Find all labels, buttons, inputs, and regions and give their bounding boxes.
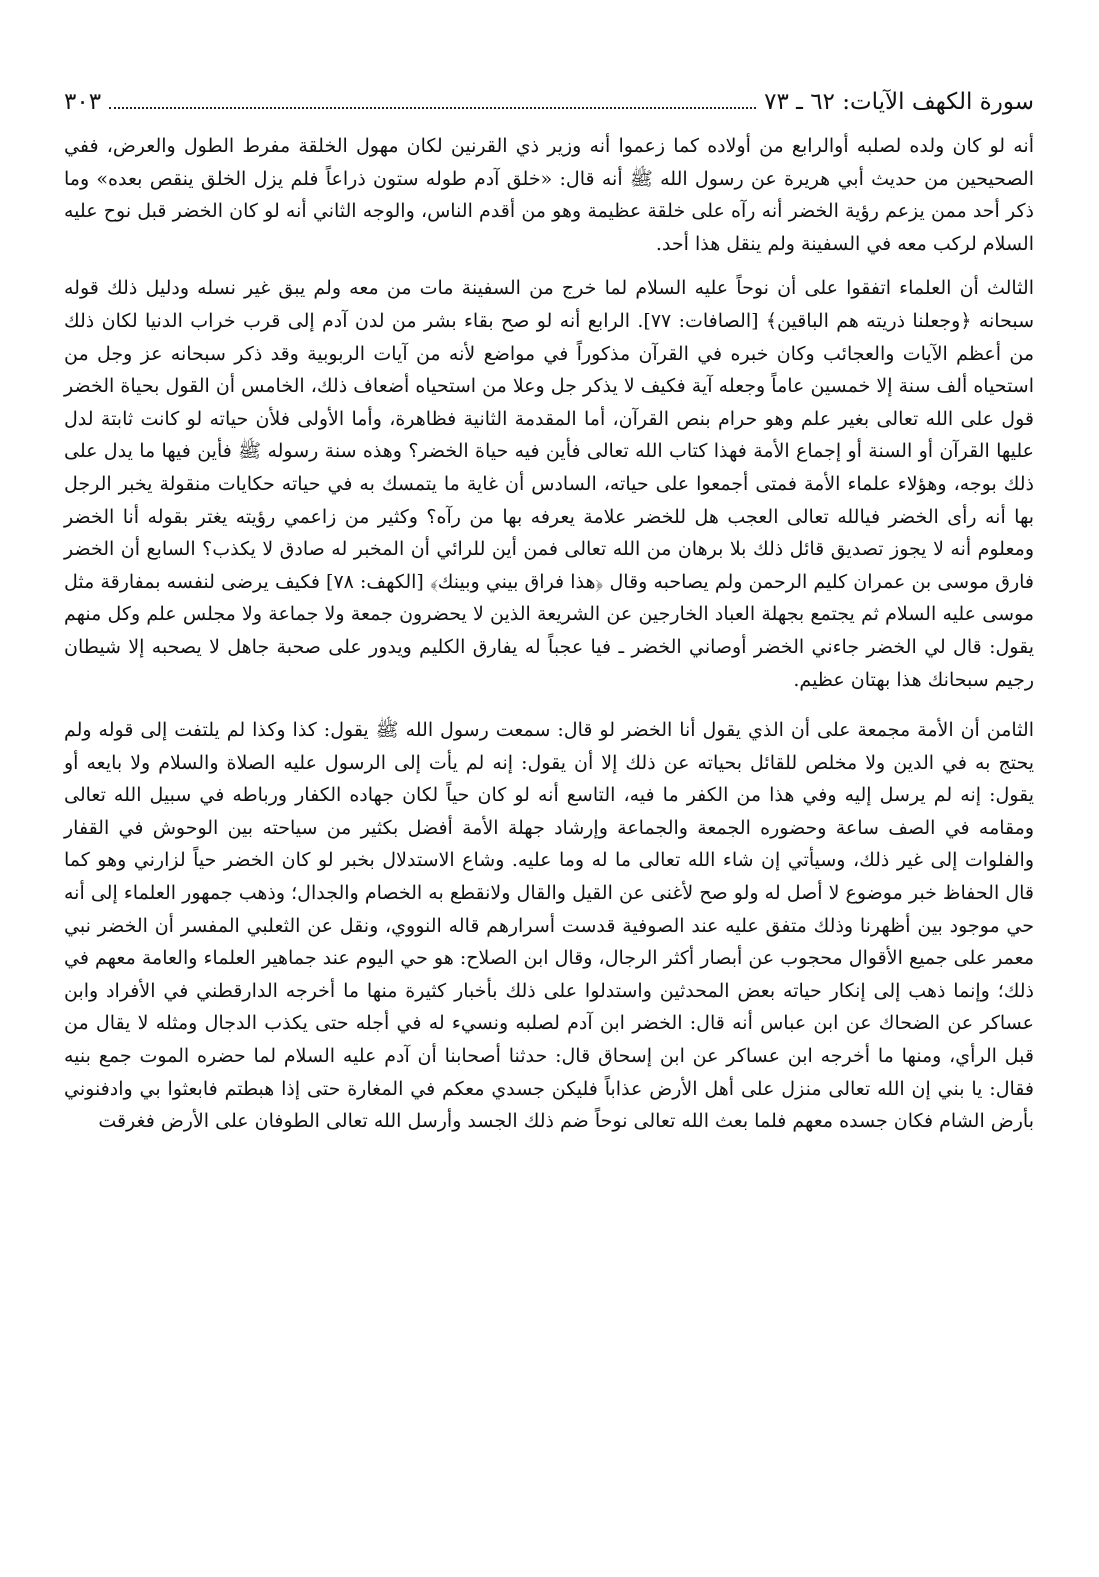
paragraph: الثالث أن العلماء اتفقوا على أن نوحاً عليه السلام لما خرج من السفينة مات من معه ولم يبق غير نسله ودليل ذلك قوله سبحانه ﴿وجعلنا ذريته هم الباقين﴾ [الصافات: ٧٧]. الرابع أنه لو صح بقاء بشر من لدن آدم إلى قرب خراب الدنيا لكان ذلك من أعظم الآيات والعجائب وكان خبره في القرآن مذكوراً في مواضع لأنه من آيات الربوبية وقد ذكر سبحانه عز وجل من استحياه ألف سنة إلا خمسين عاماً وجعله آية فكيف لا يذكر جل وعلا من استحياه أضعاف ذلك، الخامس أن القول بحياة الخضر قول على الله تعالى بغير علم وهو حرام بنص القرآن، أما المقدمة الثانية فظاهرة، وأما الأولى فلأن حياته لو كانت ثابتة لدل عليها القرآن أو السنة أو إجماع الأمة فهذا كتاب الله تعالى فأين فيه حياة الخضر؟ وهذه سنة رسوله ﷺ فأين فيها ما يدل على ذلك بوجه، وهؤلاء علماء الأمة فمتى أجمعوا على حياته، السادس أن غاية ما يتمسك به في حياته حكايات منقولة يخبر الرجل بها أنه رأى الخضر فيالله تعالى العجب هل للخضر علامة يعرفه بها من رآه؟ وكثير من زاعمي رؤيته يغتر بقوله أنا الخضر ومعلوم أنه لا يجوز تصديق قائل ذلك بلا برهان من الله تعالى فمن أين للرائي أن المخبر له صادق لا يكذب؟ السابع أن الخضر فارق موسى بن عمران كليم الرحمن ولم يصاحبه وقال ﴿هذا فراق بيني وبينك﴾ [الكهف: ٧٨] فكيف يرضى لنفسه بمفارقة مثل موسى عليه السلام ثم يجتمع بجهلة العباد الخارجين عن الشريعة الذين لا يحضرون جمعة ولا جماعة ولا مجلس علم وكل منهم يقول: قال لي الخضر جاءني الخضر أوصاني الخضر ـ فيا عجباً له يفارق الكليم ويدور على صحبة جاهل لا يصحبه إلا شيطان رجيم سبحانك هذا بهتان عظيم. bbox=[64, 277, 1034, 691]
chapter-title: سورة الكهف الآيات: ٦٢ ـ ٧٣ bbox=[764, 89, 1034, 115]
dotted-leader bbox=[109, 107, 756, 109]
page-number: ٣٠٣ bbox=[64, 89, 102, 115]
paragraph: الثامن أن الأمة مجمعة على أن الذي يقول أنا الخضر لو قال: سمعت رسول الله ﷺ يقول: كذا وكذا لم يلتفت إلى قوله ولم يحتج به في الدين ولا مخلص للقائل بحياته عن ذلك إلا أن يقول: إنه لم يأت إلى الرسول عليه الصلاة والسلام ولا بايعه أو يقول: إنه لم يرسل إليه وفي هذا من الكفر ما فيه، التاسع أنه لو كان حياً لكان جهاده الكفار ورباطه في سبيل الله تعالى ومقامه في الصف ساعة وحضوره الجمعة والجماعة وإرشاد جهلة الأمة أفضل بكثير من سياحته بين الوحوش في القفار والفلوات إلى غير ذلك، وسيأتي إن شاء الله تعالى ما له وما عليه. وشاع الاستدلال بخبر لو كان الخضر حياً لزارني وهو كما قال الحفاظ خبر موضوع لا أصل له ولو صح لأغنى عن القيل والقال ولانقطع به الخصام والجدال؛ وذهب جمهور العلماء إلى أنه حي موجود بين أظهرنا وذلك متفق عليه عند الصوفية قدست أسرارهم قاله النووي، ونقل عن الثعلبي المفسر أن الخضر نبي معمر على جميع الأقوال محجوب عن أبصار أكثر الرجال، وقال ابن الصلاح: هو حي اليوم عند جماهير العلماء والعامة معهم في ذلك؛ وإنما ذهب إلى إنكار حياته بعض المحدثين واستدلوا على ذلك بأخبار كثيرة منها ما أخرجه الدارقطني في الأفراد وابن عساكر عن الضحاك عن ابن عباس أنه قال: الخضر ابن آدم لصلبه ونسيء له في أجله حتى يكذب الدجال ومثله لا يقال من قبل الرأي، ومنها ما أخرجه ابن عساكر عن ابن إسحاق قال: حدثنا أصحابنا أن آدم عليه السلام لما حضره الموت جمع بنيه فقال: يا بني إن الله تعالى منزل على أهل الأرض عذاباً فليكن جسدي معكم في المغارة حتى إذا هبطتم فابعثوا بي وادفنوني بأرض الشام فكان جسده معهم فلما بعث الله تعالى نوحاً ضم ذلك الجسد وأرسل الله تعالى الطوفان على الأرض فغرقت bbox=[64, 719, 1034, 1133]
paragraph: أنه لو كان ولده لصلبه أوالرابع من أولاده كما زعموا أنه وزير ذي القرنين لكان مهول الخلقة مفرط الطول والعرض، ففي الصحيحين من حديث أبي هريرة عن رسول الله ﷺ أنه قال: «خلق آدم طوله ستون ذراعاً فلم يزل الخلق ينقص بعده» وما ذكر أحد ممن يزعم رؤية الخضر أنه رآه على خلقة عظيمة وهو من أقدم الناس، والوجه الثاني أنه لو كان الخضر قبل نوح عليه السلام لركب معه في السفينة ولم ينقل هذا أحد. bbox=[64, 135, 1034, 255]
document-page bbox=[64, 86, 1034, 1138]
running-header bbox=[64, 86, 1034, 122]
